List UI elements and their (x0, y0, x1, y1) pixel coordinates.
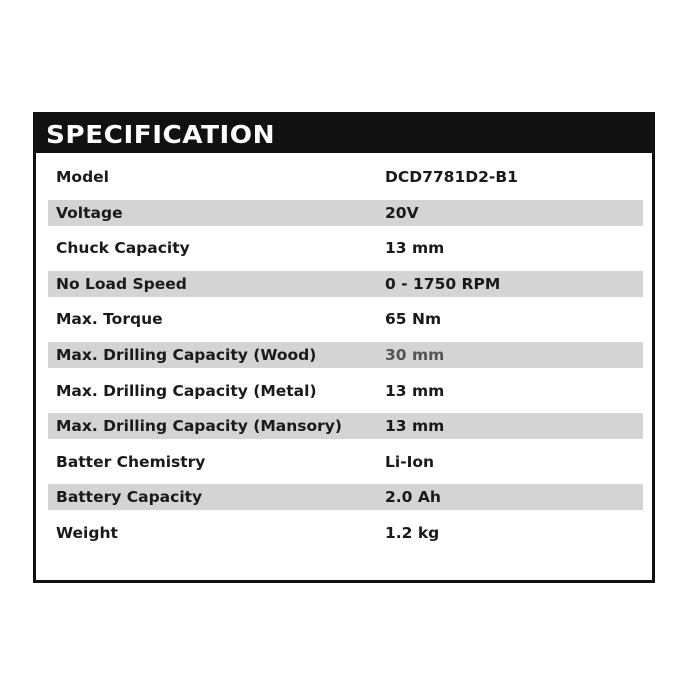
spec-value: DCD7781D2-B1 (385, 168, 518, 186)
spec-row-voltage (48, 200, 643, 226)
spec-label: Max. Drilling Capacity (Metal) (56, 381, 317, 400)
spec-value: 1.2 kg (385, 523, 440, 542)
spec-label: No Load Speed (56, 274, 187, 293)
spec-row-no-load-speed (48, 271, 643, 297)
spec-row-max-torque (48, 306, 643, 332)
specification-panel (33, 112, 655, 583)
spec-label: Max. Drilling Capacity (Wood) (56, 345, 317, 364)
spec-value: 13 mm (385, 381, 445, 400)
spec-value: 13 mm (385, 417, 445, 436)
spec-value: 2.0 Ah (385, 488, 441, 507)
spec-value: 20V (385, 203, 419, 222)
spec-value: 0 - 1750 RPM (385, 274, 501, 293)
spec-row-battery-chemistry (48, 449, 643, 475)
spec-label: Battery Capacity (56, 488, 203, 507)
specification-header (36, 115, 652, 153)
spec-label: Voltage (56, 203, 123, 222)
spec-label: Model (56, 168, 109, 186)
spec-label: Max. Drilling Capacity (Mansory) (56, 417, 342, 436)
spec-row-chuck-capacity (48, 235, 643, 261)
specification-title: SPECIFICATION (46, 119, 276, 149)
spec-label: Chuck Capacity (56, 239, 190, 258)
specification-table (48, 164, 643, 556)
spec-value: 30 mm (385, 345, 445, 364)
spec-label: Max. Torque (56, 310, 163, 329)
spec-row-drilling-metal (48, 378, 643, 404)
spec-value: 65 Nm (385, 310, 442, 329)
spec-row-battery-capacity (48, 484, 643, 510)
spec-label: Batter Chemistry (56, 452, 206, 471)
spec-row-drilling-wood (48, 342, 643, 368)
spec-label: Weight (56, 523, 118, 542)
spec-value: Li-Ion (385, 452, 435, 471)
spec-value: 13 mm (385, 239, 445, 258)
spec-row-weight (48, 520, 643, 546)
spec-row-drilling-masonry (48, 413, 643, 439)
spec-row-model (48, 164, 643, 190)
